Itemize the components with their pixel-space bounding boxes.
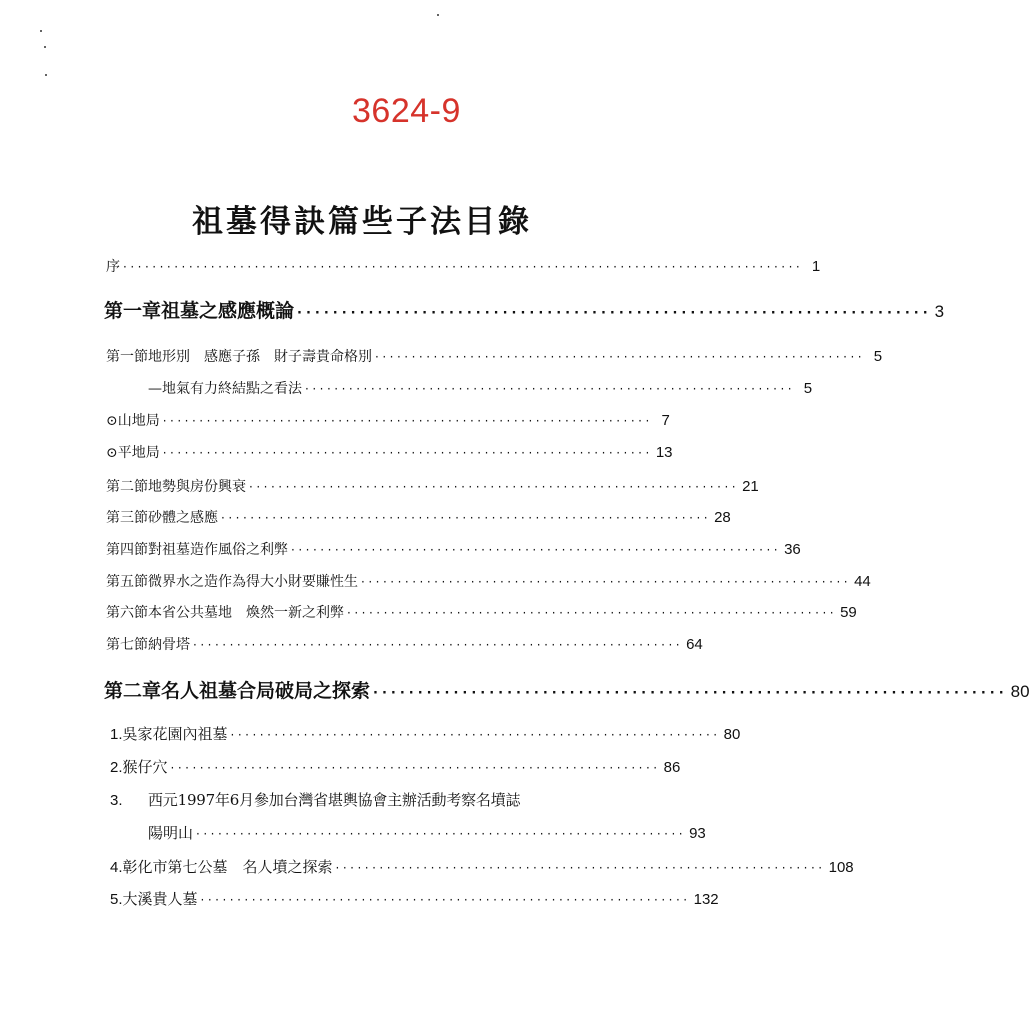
toc-chapter-2[interactable] [104,676,1030,703]
page-title: 祖墓得訣篇些子法目錄 [192,204,532,240]
entry-title: 吳家花園內祖墓 [122,725,228,743]
section-label: 第七節 [106,637,148,653]
toc-entry[interactable] [106,346,883,366]
item-number: 1. [110,726,123,743]
entry-page: 108 [828,859,854,876]
dot-leader: ··································································· [375,350,866,364]
entry-title: 微界水之造作為得大小財要賺性生 [148,574,358,590]
toc-entry[interactable] [106,602,857,622]
toc-entry-preface[interactable] [106,256,821,276]
entry-page: 5 [803,380,813,397]
toc-entry-multiline[interactable] [110,789,576,810]
entry-title: 彰化市第七公墓 名人墳之探索 [122,858,333,876]
toc-entry[interactable] [106,571,871,591]
item-number: 2. [110,759,123,776]
dot-leader: ····························································································· [123,260,804,274]
scan-speck [44,46,46,48]
dot-leader: ··································································· [170,761,661,775]
entry-title: 平地局 [117,445,160,461]
catalog-stamp: 3624-9 [352,92,461,130]
entry-page: 132 [693,891,719,908]
toc-entry[interactable] [110,888,719,909]
scan-speck [437,14,439,16]
scan-speck [40,30,42,32]
toc-entry-continuation[interactable] [148,822,706,843]
toc-entry[interactable] [110,723,741,744]
dot-leader: ··································································· [347,606,838,620]
entry-page: 80 [723,726,741,743]
dash-marker: — [148,381,162,397]
entry-page: 36 [784,541,801,558]
toc-entry[interactable] [106,410,670,430]
toc-entry[interactable] [106,442,673,462]
entry-page: 86 [663,759,681,776]
section-label: 第四節 [106,542,148,558]
dot-leader: ··································································· [221,511,712,525]
entry-page: 28 [714,509,731,526]
section-label: 第二節 [106,479,148,495]
entry-title: 地氣有力終結點之看法 [162,381,302,397]
dot-leader: ······································································· [373,686,1008,701]
circle-dot-icon: ⊙ [106,413,118,429]
entry-page: 7 [661,412,670,429]
circle-dot-icon: ⊙ [106,445,118,461]
chapter-label: 第一章 [104,300,162,322]
entry-title: 地勢與房份興衰 [148,479,246,495]
dot-leader: ··································································· [361,575,852,589]
entry-title: 地形別 感應子孫 財子壽貴命格別 [148,349,372,365]
dot-leader: ··································································· [249,480,740,494]
section-label: 第五節 [106,574,148,590]
chapter-page: 80 [1010,682,1030,701]
toc-entry[interactable] [110,756,681,777]
entry-page: 13 [655,444,673,461]
entry-title-continued: 陽明山 [148,824,194,842]
toc-entry[interactable] [106,539,801,559]
dot-leader: ··································································· [196,827,687,841]
dot-leader: ··································································· [162,446,653,460]
entry-title: 序 [106,259,120,275]
toc-entry[interactable] [148,378,813,398]
item-number: 5. [110,891,123,908]
section-label: 第三節 [106,510,148,526]
dot-leader: ··································································· [230,728,721,742]
entry-title: 納骨塔 [148,637,190,653]
chapter-label: 第二章 [104,680,162,702]
section-label: 第六節 [106,605,148,621]
entry-page: 1 [811,258,821,275]
dot-leader: ··································································· [291,543,782,557]
dot-leader: ··································································· [305,382,796,396]
dot-leader: ··································································· [193,638,684,652]
chapter-title: 名人祖墓合局破局之探索 [161,680,371,702]
entry-title: 西元1997年6月參加台灣省堪輿協會主辦活動考察名墳誌 [148,791,521,809]
dot-leader: ··································································· [335,861,826,875]
entry-title: 本省公共墓地 煥然一新之利弊 [148,605,344,621]
item-number: 4. [110,859,123,876]
entry-page: 59 [840,604,857,621]
entry-page: 93 [689,825,706,842]
chapter-title: 祖墓之感應概論 [161,300,295,322]
dot-leader: ··································································· [162,414,653,428]
entry-title: 猴仔穴 [122,758,168,776]
scan-speck [45,74,47,76]
dot-leader: ······································································· [297,306,932,321]
entry-title: 大溪貴人墓 [122,890,198,908]
entry-title: 對祖墓造作風俗之利弊 [148,542,288,558]
toc-chapter-1[interactable] [104,296,945,323]
entry-page: 64 [686,636,703,653]
entry-page: 21 [742,478,759,495]
entry-title: 山地局 [117,413,160,429]
dot-leader: ··································································· [200,893,691,907]
item-number: 3. [110,792,123,809]
entry-title: 砂體之感應 [148,510,218,526]
entry-page: 5 [873,348,883,365]
toc-entry[interactable] [106,507,731,527]
toc-entry[interactable] [106,476,759,496]
section-label: 第一節 [106,349,148,365]
entry-page: 44 [854,573,871,590]
toc-entry[interactable] [106,634,703,654]
toc-entry[interactable] [110,856,854,877]
chapter-page: 3 [934,302,945,321]
